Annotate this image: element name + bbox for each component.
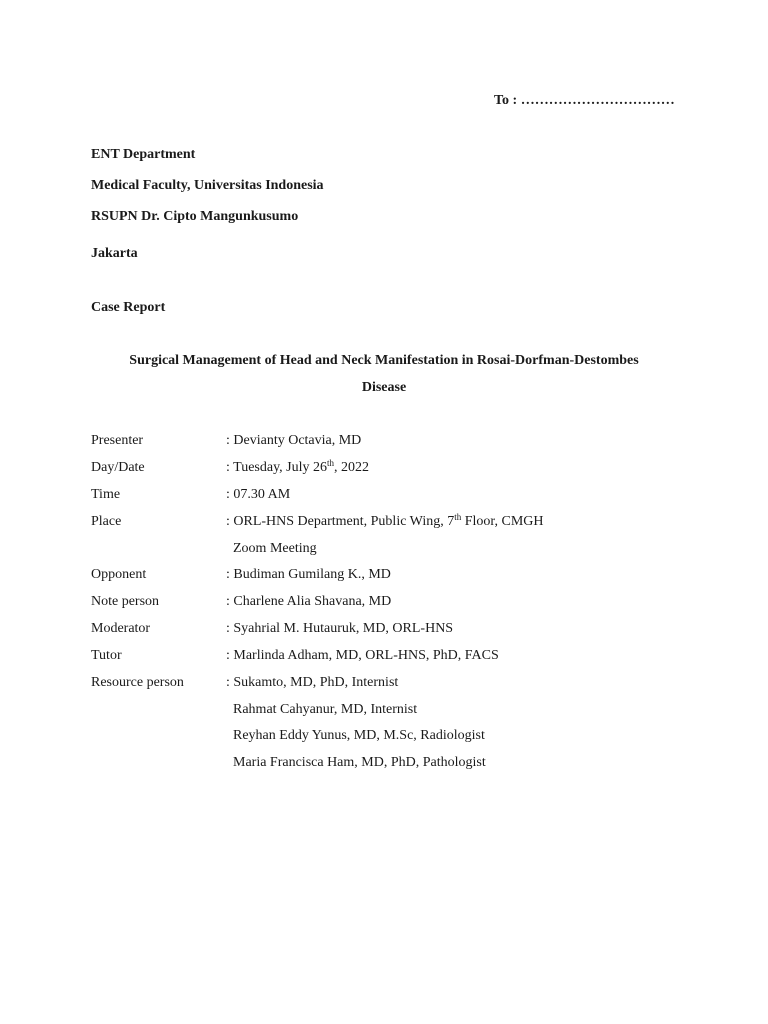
resource-person-value-line-3: Reyhan Eddy Yunus, MD, M.Sc, Radiologist xyxy=(233,728,485,743)
resource-person-value-line-2: Rahmat Cahyanur, MD, Internist xyxy=(233,702,418,717)
report-title-line-1: Surgical Management of Head and Neck Manifestation in Rosai-Dorfman-Destombes xyxy=(129,353,639,368)
address-hospital: RSUPN Dr. Cipto Mangunkusumo xyxy=(91,209,299,224)
moderator-label: Moderator xyxy=(91,621,151,636)
date-label: Day/Date xyxy=(91,460,145,475)
address-city: Jakarta xyxy=(91,246,138,261)
tutor-value: : Marlinda Adham, MD, ORL-HNS, PhD, FACS xyxy=(226,648,499,663)
note-person-label: Note person xyxy=(91,594,160,609)
resource-person-label: Resource person xyxy=(91,675,184,690)
time-value: : 07.30 AM xyxy=(226,487,291,502)
note-person-value: : Charlene Alia Shavana, MD xyxy=(226,594,392,609)
section-label: Case Report xyxy=(91,300,166,315)
place-label: Place xyxy=(91,514,122,529)
place-value: : ORL-HNS Department, Public Wing, 7th Floor, CMGH xyxy=(226,512,544,529)
place-value-line-2: Zoom Meeting xyxy=(233,541,317,556)
resource-person-value: : Sukamto, MD, PhD, Internist xyxy=(226,675,399,690)
resource-person-value-line-4: Maria Francisca Ham, MD, PhD, Pathologist xyxy=(233,755,486,770)
report-title-line-2: Disease xyxy=(361,380,407,395)
address-faculty: Medical Faculty, Universitas Indonesia xyxy=(91,178,324,193)
tutor-label: Tutor xyxy=(91,648,122,663)
moderator-value: : Syahrial M. Hutauruk, MD, ORL-HNS xyxy=(226,621,454,636)
date-value: : Tuesday, July 26th, 2022 xyxy=(226,458,370,475)
presenter-label: Presenter xyxy=(91,433,144,448)
presenter-value: : Devianty Octavia, MD xyxy=(226,433,362,448)
address-department: ENT Department xyxy=(91,147,196,162)
opponent-label: Opponent xyxy=(91,567,147,582)
opponent-value: : Budiman Gumilang K., MD xyxy=(226,567,391,582)
recipient-line: To : …………………………… xyxy=(494,93,675,108)
time-label: Time xyxy=(91,487,121,502)
